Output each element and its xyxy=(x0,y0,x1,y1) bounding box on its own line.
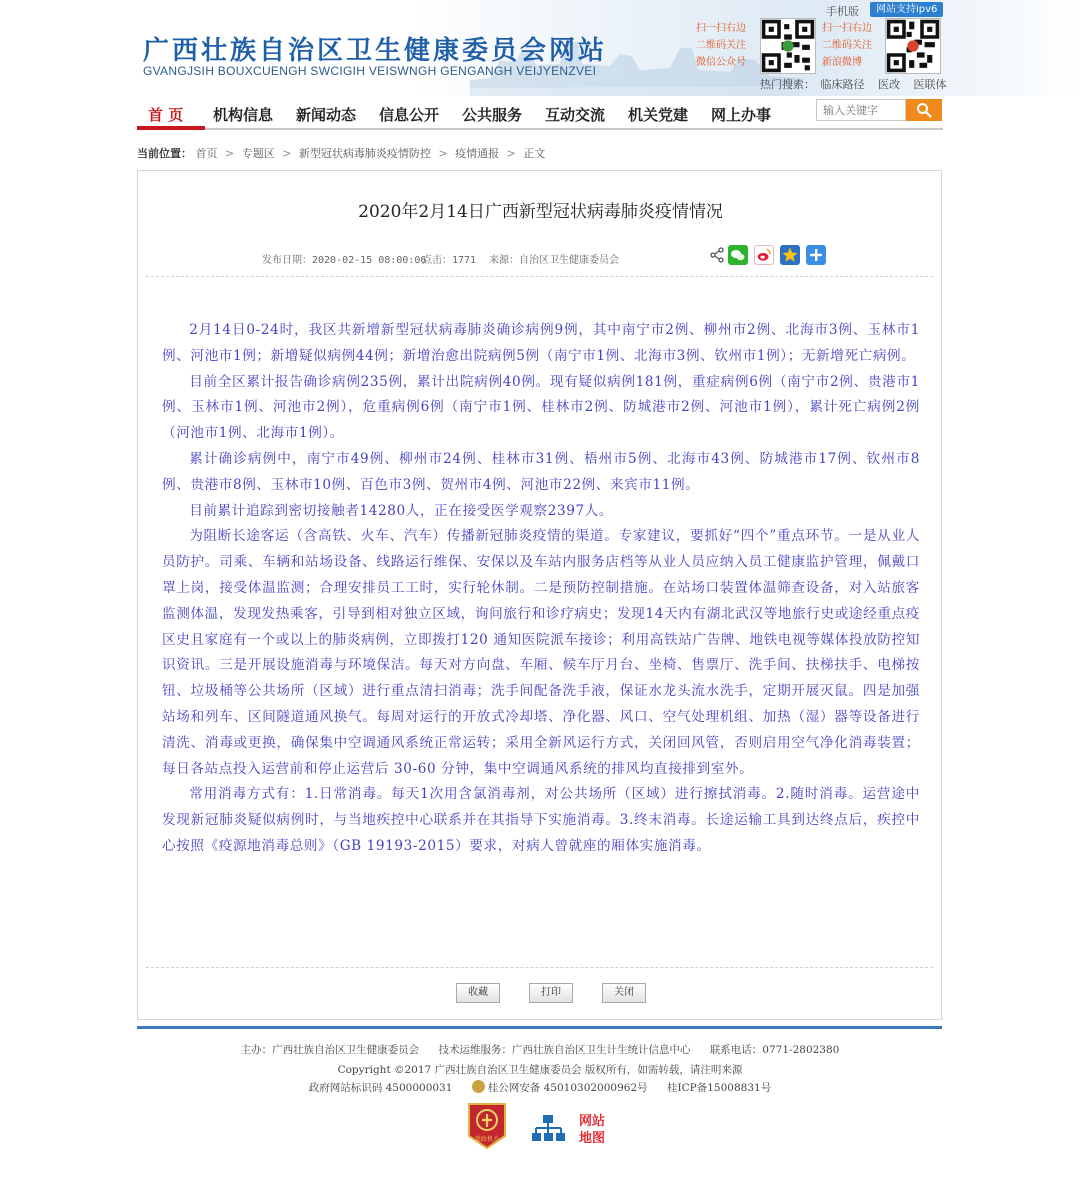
footer-copyright: Copyright ©2017 广西壮族自治区卫生健康委员会 版权所有，如需转载，请注明来源 xyxy=(337,1064,743,1076)
breadcrumb xyxy=(137,145,545,161)
party-badge-text: 党政机关 xyxy=(474,1136,500,1143)
site-map-badge[interactable] xyxy=(528,1108,614,1148)
article-source: 来源：自治区卫生健康委员会 xyxy=(489,255,619,266)
divider xyxy=(146,967,933,968)
weibo-share-icon[interactable] xyxy=(754,245,774,265)
footer-police-text: 桂公网安备 45010302000962号 xyxy=(487,1082,648,1094)
share-icon[interactable] xyxy=(710,247,724,263)
click-count: 点击：1771 xyxy=(422,255,477,266)
breadcrumb-item-topics[interactable]: 专题区 xyxy=(241,147,275,160)
footer-host: 主办：广西壮族自治区卫生健康委员会 xyxy=(240,1044,420,1056)
favorite-button[interactable]: 收藏 xyxy=(456,983,500,1003)
qr-caption-line: 扫一扫右边 xyxy=(822,23,872,34)
search-icon xyxy=(916,102,932,118)
party-government-badge-icon[interactable] xyxy=(465,1102,509,1150)
article-paragraph: 常用消毒方式有：1.日常消毒。每天1次用含氯消毒剂，对公共场所（区域）进行擦拭消毒。2.随时消毒。运营途中发现新冠肺炎疑似病例时，与当地疾控中心联系并在其指导下实施消毒。3.终末消毒。长途运输工具到达终点后，疾控中心按照《疫源地消毒总则》（GB 19193-2015）要求，对病人曾就座的厢体实施消毒。 xyxy=(162,786,920,854)
qr-caption-line: 二维码关注 xyxy=(822,40,872,51)
nav-interaction[interactable]: 互动交流 xyxy=(545,106,606,124)
breadcrumb-item-home[interactable]: 首页 xyxy=(195,147,218,160)
article-title: 2020年2月14日广西新型冠状病毒肺炎疫情情况 xyxy=(358,202,723,222)
hot-search-link[interactable]: 临床路径 xyxy=(820,78,865,91)
nav-home[interactable]: 首 页 xyxy=(148,106,184,124)
divider xyxy=(146,276,933,277)
breadcrumb-separator: > xyxy=(506,147,516,160)
publish-date: 发布日期：2020-02-15 08:00:06 xyxy=(262,255,427,266)
breadcrumb-separator: > xyxy=(225,147,235,160)
search-input[interactable] xyxy=(816,99,906,121)
breadcrumb-item-reports[interactable]: 疫情通报 xyxy=(455,147,500,160)
site-header xyxy=(0,0,1080,96)
print-button[interactable]: 打印 xyxy=(529,983,573,1003)
breadcrumb-item-covid[interactable]: 新型冠状病毒肺炎疫情防控 xyxy=(298,147,431,160)
qr-caption-line: 二维码关注 xyxy=(696,40,746,51)
footer-copyright-row xyxy=(0,1062,1080,1077)
breadcrumb-item-current: 正文 xyxy=(523,147,546,160)
footer-registration-row xyxy=(0,1080,1080,1095)
article-paragraph: 累计确诊病例中，南宁市49例、柳州市24例、桂林市31例、梧州市5例、北海市43例、防城港市17例、钦州市8例、贵港市8例、玉林市10例、百色市3例、贺州市4例、河池市22例、来宾市11例。 xyxy=(162,450,920,493)
weibo-qr-code xyxy=(885,18,941,74)
qr-caption-line: 扫一扫右边 xyxy=(696,23,746,34)
wechat-qr-code xyxy=(760,18,816,74)
breadcrumb-separator: > xyxy=(438,147,448,160)
article-container xyxy=(137,170,942,1020)
site-title[interactable]: 广西壮族自治区卫生健康委员会网站 xyxy=(143,36,608,66)
more-share-icon[interactable] xyxy=(806,245,826,265)
search-button[interactable] xyxy=(906,99,942,121)
footer-tech: 技术运维服务：广西壮族自治区卫生计生统计信息中心 xyxy=(438,1044,691,1056)
qzone-share-icon[interactable] xyxy=(780,245,800,265)
nav-org-info[interactable]: 机构信息 xyxy=(213,106,274,124)
qr-caption-line: 微信公众号 xyxy=(696,57,746,68)
nav-info-disclosure[interactable]: 信息公开 xyxy=(379,106,440,124)
footer-info-row xyxy=(0,1042,1080,1057)
nav-active-indicator xyxy=(137,126,205,130)
qr-caption-line: 新浪微博 xyxy=(822,57,862,68)
hot-search-link[interactable]: 医改 xyxy=(878,78,900,91)
hot-search-label: 热门搜索： xyxy=(760,78,815,91)
hot-search-link[interactable]: 医联体 xyxy=(913,78,947,91)
wechat-qr-caption xyxy=(696,20,746,71)
nav-party-building[interactable]: 机关党建 xyxy=(628,106,689,124)
hot-search xyxy=(760,76,957,92)
nav-news[interactable]: 新闻动态 xyxy=(296,106,357,124)
footer-divider xyxy=(137,1026,942,1029)
site-map-text-bottom: 地图 xyxy=(578,1131,606,1146)
footer-phone: 联系电话：0771-2802380 xyxy=(709,1044,840,1056)
article-body xyxy=(162,318,920,860)
article-paragraph: 2月14日0-24时，我区共新增新型冠状病毒肺炎确诊病例9例，其中南宁市2例、柳州市2例、北海市3例、玉林市1例、河池市1例；新增疑似病例44例；新增治愈出院病例5例（南宁市1例、北海市3例、钦州市1例）；无新增死亡病例。 xyxy=(162,322,920,364)
article-paragraph: 目前累计追踪到密切接触者14280人，正在接受医学观察2397人。 xyxy=(189,502,614,519)
police-badge-icon xyxy=(472,1080,485,1093)
site-subtitle: GVANGJSIH BOUXCUENGH SWCIGIH VEISWNGH GENGANGH VEIJYENZVEI xyxy=(143,64,597,78)
site-map-text-top: 网站 xyxy=(578,1114,606,1129)
wechat-share-icon[interactable] xyxy=(728,245,748,265)
nav-public-service[interactable]: 公共服务 xyxy=(462,106,523,124)
footer-gov-id: 政府网站标识码 4500000031 xyxy=(308,1082,453,1094)
nav-online-services[interactable]: 网上办事 xyxy=(711,106,772,124)
breadcrumb-separator: > xyxy=(282,147,292,160)
weibo-qr-caption xyxy=(822,20,872,71)
mobile-version-link[interactable]: 手机版 xyxy=(826,5,859,18)
ipv6-badge: 网站支持ipv6 xyxy=(870,2,943,17)
article-paragraph: 目前全区累计报告确诊病例235例，累计出院病例40例。现有疑似病例181例，重症病例6例（南宁市2例、贵港市1例、玉林市1例、河池市2例），危重病例6例（南宁市1例、桂林市2例、防城港市2例、河池市1例），累计死亡病例2例（河池市1例、北海市1例）。 xyxy=(162,373,920,442)
footer-police[interactable] xyxy=(472,1082,648,1094)
close-button[interactable]: 关闭 xyxy=(602,983,646,1003)
breadcrumb-label: 当前位置： xyxy=(137,147,192,160)
article-paragraph: 为阻断长途客运（含高铁、火车、汽车）传播新冠肺炎疫情的渠道。专家建议，要抓好“四个”重点环节。一是从业人员防护。司乘、车辆和站场设备、线路运行维保、安保以及车站内服务店档等从业人员应纳入员工健康监护管理，佩戴口罩上岗，接受体温监测；合理安排员工工时，实行轮休制。二是预防控制措施。在站场口装置体温筛查设备，对入站旅客监测体温，发现发热乘客，引导到相对独立区域，询问旅行和诊疗病史；发现14天内有湖北武汉等地旅行史或途经重点疫区史且家庭有一个或以上的肺炎病例，立即拨打120 通知医院派车接诊；利用高铁站广告牌、地铁电视等媒体投放防控知识资讯。三是开展设施消毒与环境保洁。每天对方向盘、车厢、候车厅月台、坐椅、售票厅、洗手间、扶梯扶手、电梯按钮、垃圾桶等公共场所（区域）进行重点清扫消毒；洗手间配备洗手液，保证水龙头流水洗手，定期开展灭鼠。四是加强站场和列车、区间隧道通风换气。每周对运行的开放式冷却塔、净化器、风口、空气处理机组、加热（湿）器等设备进行清洗、消毒或更换，确保集中空调通风系统正常运转；采用全新风运行方式，关闭回风管，否则启用空气净化消毒装置；每日各站点投入运营前和停止运营后 30-60 分钟，集中空调通风系统的排风均直接排到室外。 xyxy=(162,528,920,777)
footer-icp[interactable]: 桂ICP备15008831号 xyxy=(667,1082,772,1094)
